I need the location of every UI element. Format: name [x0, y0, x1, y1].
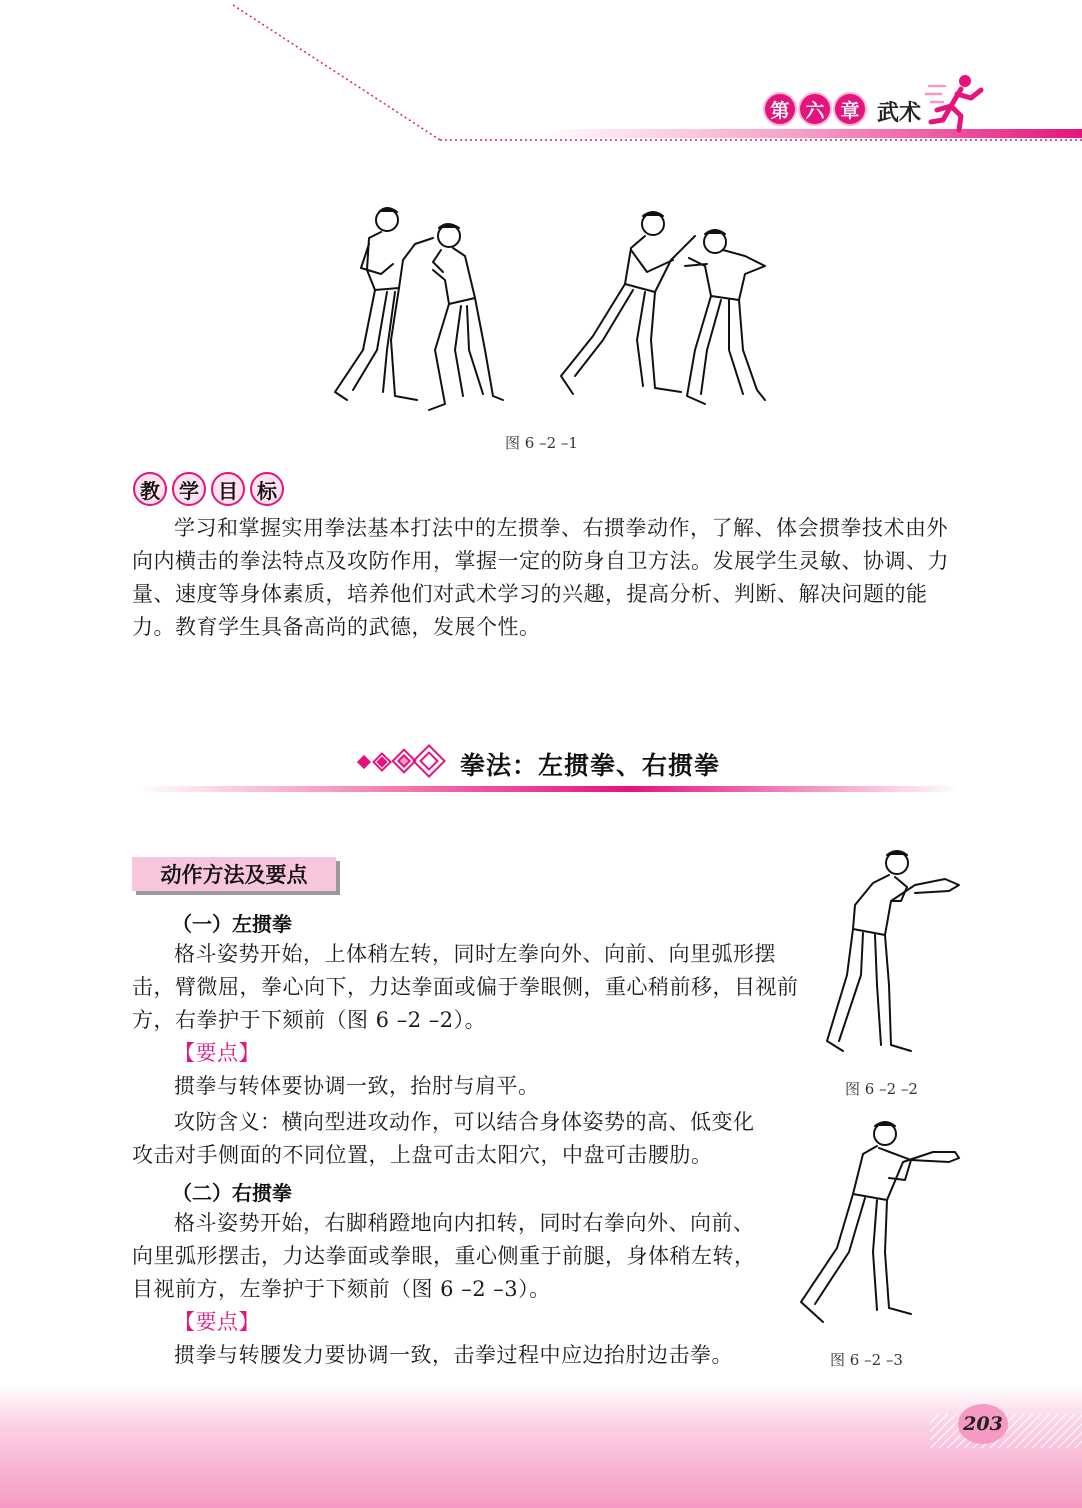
defense-line-1: 攻防含义：横向型进攻动作，可以结合身体姿势的高、低变化: [174, 1110, 755, 1134]
header-decoration: [0, 0, 1082, 150]
objectives-title-char-3: 目: [211, 472, 245, 506]
left-hook-line-3: 方，右拳护于下颏前（图 6 –2 –2）。: [132, 1008, 487, 1032]
objectives-title-char-4: 标: [250, 472, 284, 506]
right-hook-text: [132, 1207, 792, 1372]
left-hook-text: [132, 938, 822, 1103]
right-hook-line-1: 格斗姿势开始，右脚稍蹬地向内扣转，同时右拳向外、向前、: [174, 1211, 755, 1235]
chapter-char-2: 六: [800, 94, 830, 124]
running-figure-icon: [925, 72, 987, 134]
chapter-char-1: 第: [765, 94, 795, 124]
chapter-title: 武术: [877, 100, 922, 126]
footer-band: [0, 1385, 1082, 1508]
section-divider: [135, 786, 960, 792]
figure-caption-6-2-1: 图 6 –2 –1: [505, 434, 578, 452]
objectives-line-4: 力。教育学生具备高尚的武德，发展个性。: [132, 615, 541, 639]
objectives-title-char-1: 教: [133, 472, 167, 506]
left-hook-line-1: 格斗姿势开始，上体稍左转，同时左拳向外、向前、向里弧形摆: [174, 942, 776, 966]
right-hook-line-2: 向里弧形摆击，力达拳面或拳眼，重心侧重于前腿，身体稍左转，: [132, 1244, 756, 1268]
left-hook-key-label: 【要点】: [174, 1041, 260, 1065]
method-heading: 动作方法及要点: [132, 857, 336, 891]
figure-6-2-2: [815, 845, 970, 1065]
figure-caption-6-2-3: 图 6 –2 –3: [830, 1351, 903, 1369]
figure-6-2-1: [325, 200, 775, 420]
page-number: 203: [958, 1404, 1008, 1444]
chapter-char-3: 章: [835, 94, 865, 124]
objectives-text: [132, 512, 968, 644]
defense-text: [132, 1106, 792, 1172]
figure-caption-6-2-2: 图 6 –2 –2: [845, 1080, 918, 1098]
objectives-line-3: 量、速度等身体素质，培养他们对武术学习的兴趣，提高分析、判断、解决问题的能: [132, 582, 928, 606]
right-hook-key-label: 【要点】: [174, 1310, 260, 1334]
diamond-ornament-icon: [356, 744, 448, 780]
right-hook-line-3: 目视前方，左拳护于下颏前（图 6 –2 –3）。: [132, 1277, 551, 1301]
defense-line-2: 攻击对手侧面的不同位置，上盘可击太阳穴，中盘可击腰肋。: [132, 1143, 713, 1167]
left-hook-key-text: 掼拳与转体要协调一致，抬肘与肩平。: [174, 1074, 540, 1098]
right-hook-key-text: 掼拳与转腰发力要协调一致，击拳过程中应边抬肘边击拳。: [174, 1343, 733, 1367]
right-hook-heading: （二）右掼拳: [172, 1181, 292, 1205]
objectives-line-2: 向内横击的拳法特点及攻防作用，掌握一定的防身自卫方法。发展学生灵敏、协调、力: [132, 549, 949, 573]
figure-6-2-3: [793, 1118, 968, 1338]
section-title: 拳法：左掼拳、右掼拳: [460, 751, 721, 780]
left-hook-line-2: 击，臂微屈，拳心向下，力达拳面或偏于拳眼侧，重心稍前移，目视前: [132, 975, 799, 999]
objectives-title-char-2: 学: [172, 472, 206, 506]
left-hook-heading: （一）左掼拳: [172, 912, 292, 936]
objectives-line-1: 学习和掌握实用拳法基本打法中的左掼拳、右掼拳动作，了解、体会掼拳技术由外: [174, 516, 948, 540]
